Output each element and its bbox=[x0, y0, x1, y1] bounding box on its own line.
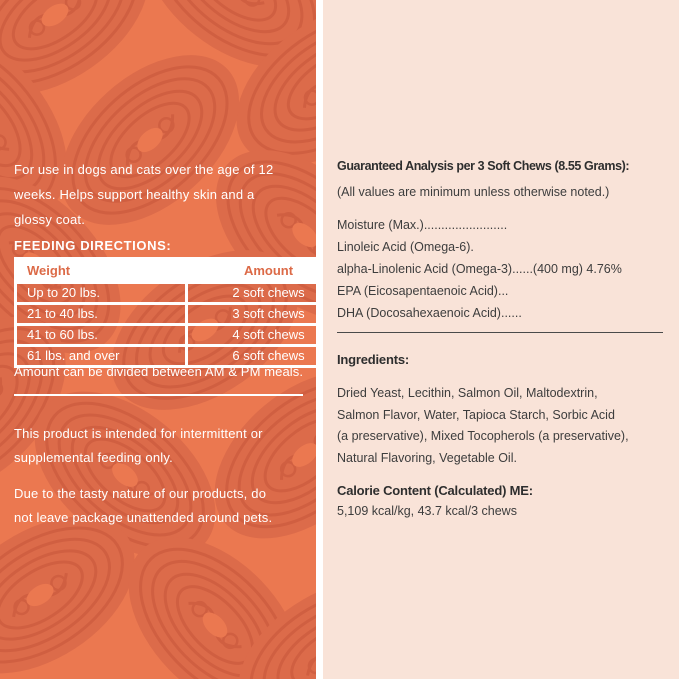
weight-cell: 41 to 60 lbs. bbox=[16, 325, 187, 346]
amount-cell: 2 soft chews bbox=[187, 283, 317, 304]
disclaimer-line: This product is intended for intermittent or bbox=[14, 426, 263, 441]
analysis-item: EPA (Eicosapentaenoic Acid)... bbox=[337, 284, 509, 298]
calorie-content-value: 5,109 kcal/kg, 43.7 kcal/3 chews bbox=[337, 504, 517, 518]
analysis-item: DHA (Docosahexaenoic Acid)...... bbox=[337, 306, 522, 320]
disclaimer-line: supplemental feeding only. bbox=[14, 450, 173, 465]
ingredients-line: Natural Flavoring, Vegetable Oil. bbox=[337, 450, 517, 465]
analysis-items bbox=[337, 214, 622, 324]
left-panel bbox=[0, 0, 316, 679]
amount-cell: 3 soft chews bbox=[187, 304, 317, 325]
intro-text bbox=[14, 157, 273, 232]
panel-gap-divider bbox=[316, 0, 323, 679]
calorie-content-heading: Calorie Content (Calculated) ME: bbox=[337, 483, 533, 498]
disclaimer-intermittent bbox=[14, 422, 263, 470]
guaranteed-analysis-heading: Guaranteed Analysis per 3 Soft Chews (8.55 Grams): bbox=[337, 159, 630, 173]
analysis-item: Linoleic Acid (Omega-6). bbox=[337, 240, 474, 254]
right-panel bbox=[323, 0, 679, 679]
weight-cell: Up to 20 lbs. bbox=[16, 283, 187, 304]
feeding-directions-heading: FEEDING DIRECTIONS: bbox=[14, 238, 172, 253]
disclaimer-line: not leave package unattended around pets. bbox=[14, 510, 273, 525]
table-row bbox=[16, 283, 317, 304]
ingredients-line: (a preservative), Mixed Tocopherols (a preservative), bbox=[337, 429, 629, 443]
analysis-item: alpha-Linolenic Acid (Omega-3)......(400 mg) 4.76% bbox=[337, 262, 622, 276]
ingredients-line: Dried Yeast, Lecithin, Salmon Oil, Maltodextrin, bbox=[337, 386, 598, 400]
weight-cell: 61 lbs. and over bbox=[16, 346, 187, 367]
disclaimer-line: Due to the tasty nature of our products, do bbox=[14, 486, 267, 501]
ingredients-heading: Ingredients: bbox=[337, 352, 409, 367]
intro-line: weeks. Helps support healthy skin and a bbox=[14, 187, 255, 202]
column-header-weight: Weight bbox=[16, 259, 187, 283]
table-row bbox=[16, 304, 317, 325]
amount-cell: 6 soft chews bbox=[187, 346, 317, 367]
divider-line bbox=[14, 394, 303, 396]
section-divider-line bbox=[337, 332, 663, 333]
table-row bbox=[16, 325, 317, 346]
feeding-table bbox=[14, 257, 316, 368]
column-header-amount: Amount bbox=[187, 259, 317, 283]
analysis-note: (All values are minimum unless otherwise noted.) bbox=[337, 185, 610, 199]
weight-cell: 21 to 40 lbs. bbox=[16, 304, 187, 325]
ingredients-text bbox=[337, 383, 629, 469]
analysis-item: Moisture (Max.)........................ bbox=[337, 218, 508, 232]
disclaimer-tasty-nature bbox=[14, 482, 272, 530]
feeding-note: Amount can be divided between AM & PM meals. bbox=[14, 364, 304, 379]
amount-cell: 4 soft chews bbox=[187, 325, 317, 346]
intro-line: For use in dogs and cats over the age of 12 bbox=[14, 162, 274, 177]
intro-line: glossy coat. bbox=[14, 212, 86, 227]
feeding-table-header-row bbox=[16, 259, 317, 283]
ingredients-line: Salmon Flavor, Water, Tapioca Starch, Sorbic Acid bbox=[337, 407, 615, 422]
